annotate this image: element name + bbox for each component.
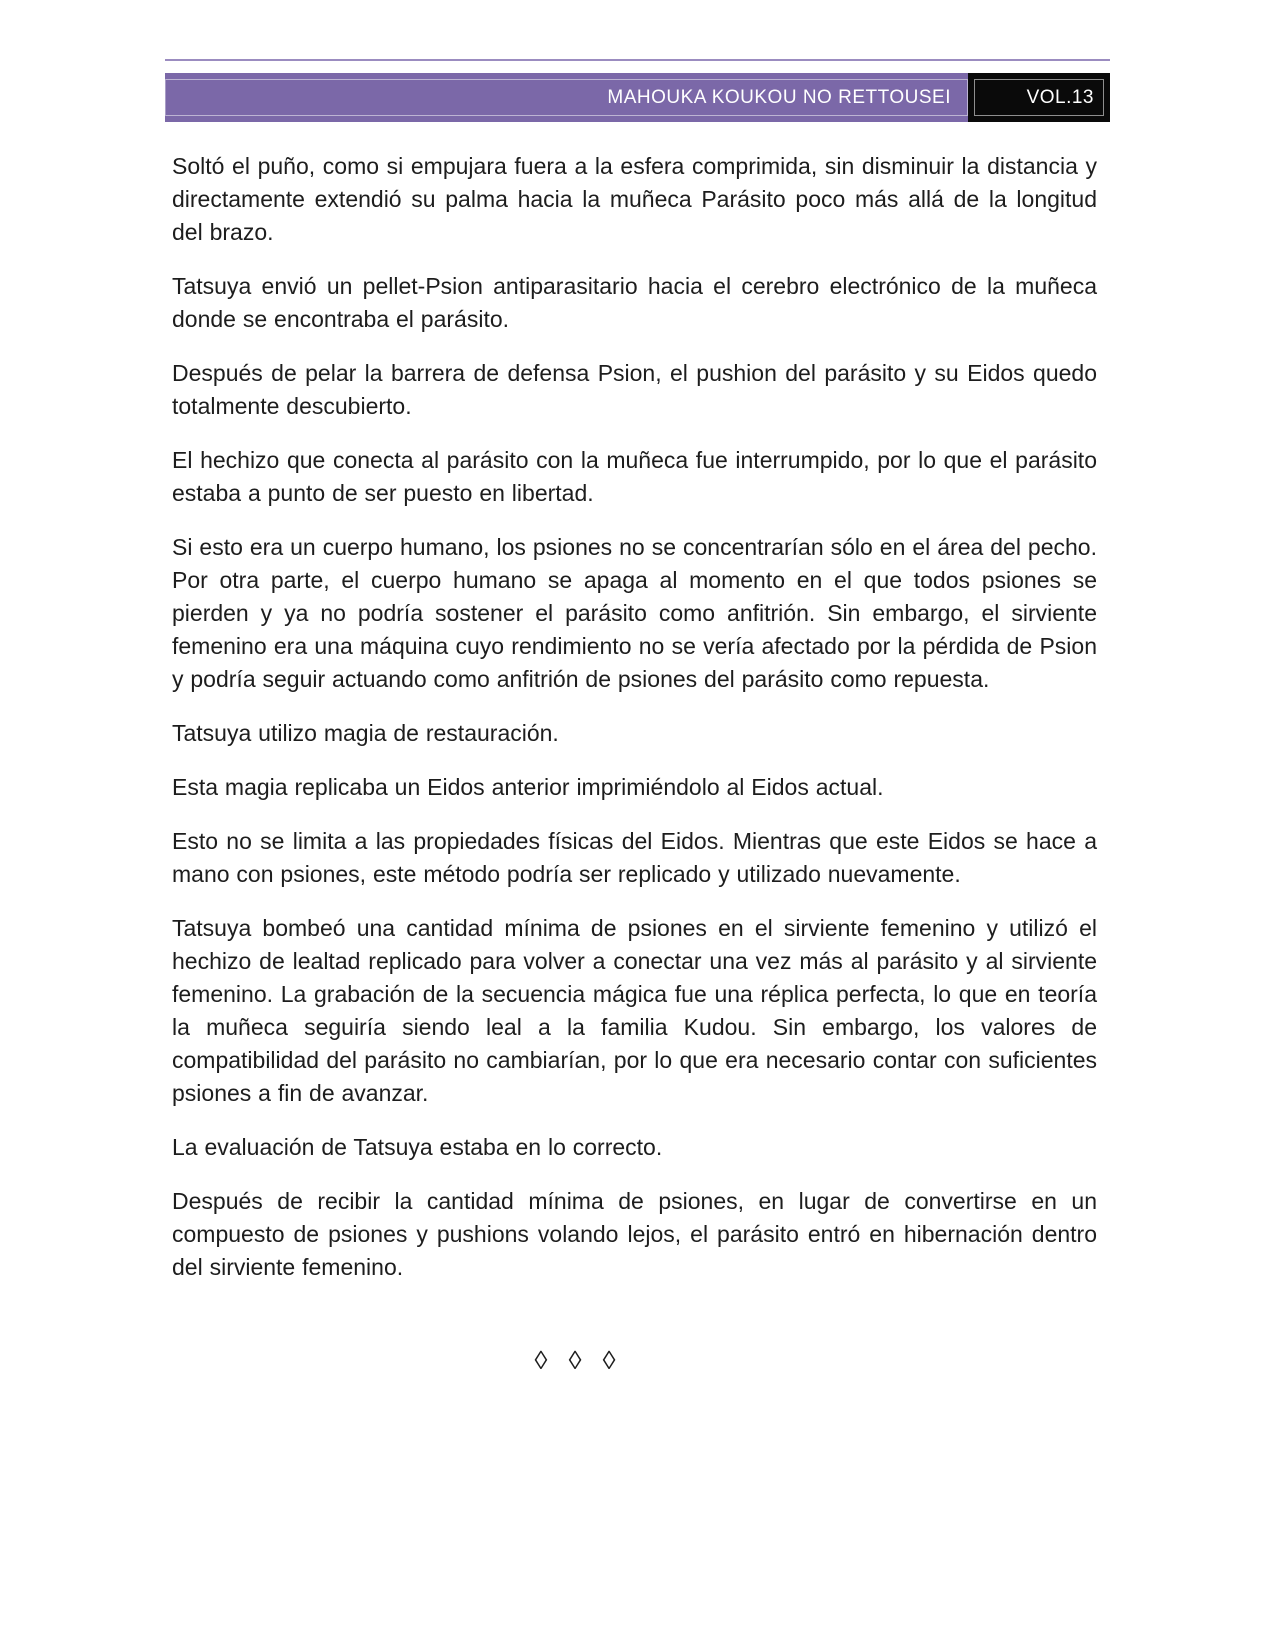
header-title-inner-frame (165, 79, 968, 116)
body-paragraph: Después de recibir la cantidad mínima de psiones, en lugar de convertirse en un compuesto de psiones y pushions volando lejos, el parásito entró en hibernación dentro del sirviente femenino. (172, 1188, 1097, 1280)
body-paragraph: Esto no se limita a las propiedades físicas del Eidos. Mientras que este Eidos se hace a mano con psiones, este método podría ser replicado y utilizado nuevamente. (172, 828, 1097, 887)
header-title-cell (165, 73, 968, 122)
body-paragraph: Esta magia replicaba un Eidos anterior imprimiéndolo al Eidos actual. (172, 774, 884, 800)
body-paragraph: Tatsuya utilizo magia de restauración. (172, 720, 559, 746)
body-paragraph: Tatsuya envió un pellet-Psion antiparasitario hacia el cerebro electrónico de la muñeca donde se encontraba el parásito. (172, 273, 1097, 332)
body-paragraph: Tatsuya bombeó una cantidad mínima de psiones en el sirviente femenino y utilizó el hechizo de lealtad replicado para volver a conectar una vez más al parásito y al sirviente femenino. La grabación de la secuencia mágica fue una réplica perfecta, lo que en teoría la muñeca seguiría siendo leal a la familia Kudou. Sin embargo, los valores de compatibilidad del parásito no cambiarían, por lo que era necesario contar con suficientes psiones a fin de avanzar. (172, 915, 1097, 1106)
body-paragraph: El hechizo que conecta al parásito con la muñeca fue interrumpido, por lo que el parásito estaba a punto de ser puesto en libertad. (172, 447, 1097, 506)
page-content (172, 150, 1097, 1377)
scene-break-divider: ◊ ◊ ◊ (534, 1345, 623, 1375)
volume-label: VOL.13 (1026, 86, 1094, 108)
body-paragraph: Soltó el puño, como si empujara fuera a la esfera comprimida, sin disminuir la distancia y directamente extendió su palma hacia la muñeca Parásito poco más allá de la longitud del brazo. (172, 153, 1097, 245)
header-top-rule (165, 59, 1110, 61)
body-paragraph: Después de pelar la barrera de defensa Psion, el pushion del parásito y su Eidos quedo totalmente descubierto. (172, 360, 1097, 419)
body-paragraph: Si esto era un cuerpo humano, los psiones no se concentrarían sólo en el área del pecho. Por otra parte, el cuerpo humano se apaga al momento en el que todos psiones se pierden y ya no podría sostener el parásito como anfitrión. Sin embargo, el sirviente femenino era una máquina cuyo rendimiento no se vería afectado por la pérdida de Psion y podría seguir actuando como anfitrión de psiones del parásito como repuesta. (172, 534, 1097, 692)
volume-inner-frame (974, 79, 1104, 116)
header-volume-cell (968, 73, 1110, 122)
book-title: MAHOUKA KOUKOU NO RETTOUSEI (607, 86, 951, 108)
header-bar (165, 73, 1110, 122)
body-paragraph: La evaluación de Tatsuya estaba en lo correcto. (172, 1134, 663, 1160)
